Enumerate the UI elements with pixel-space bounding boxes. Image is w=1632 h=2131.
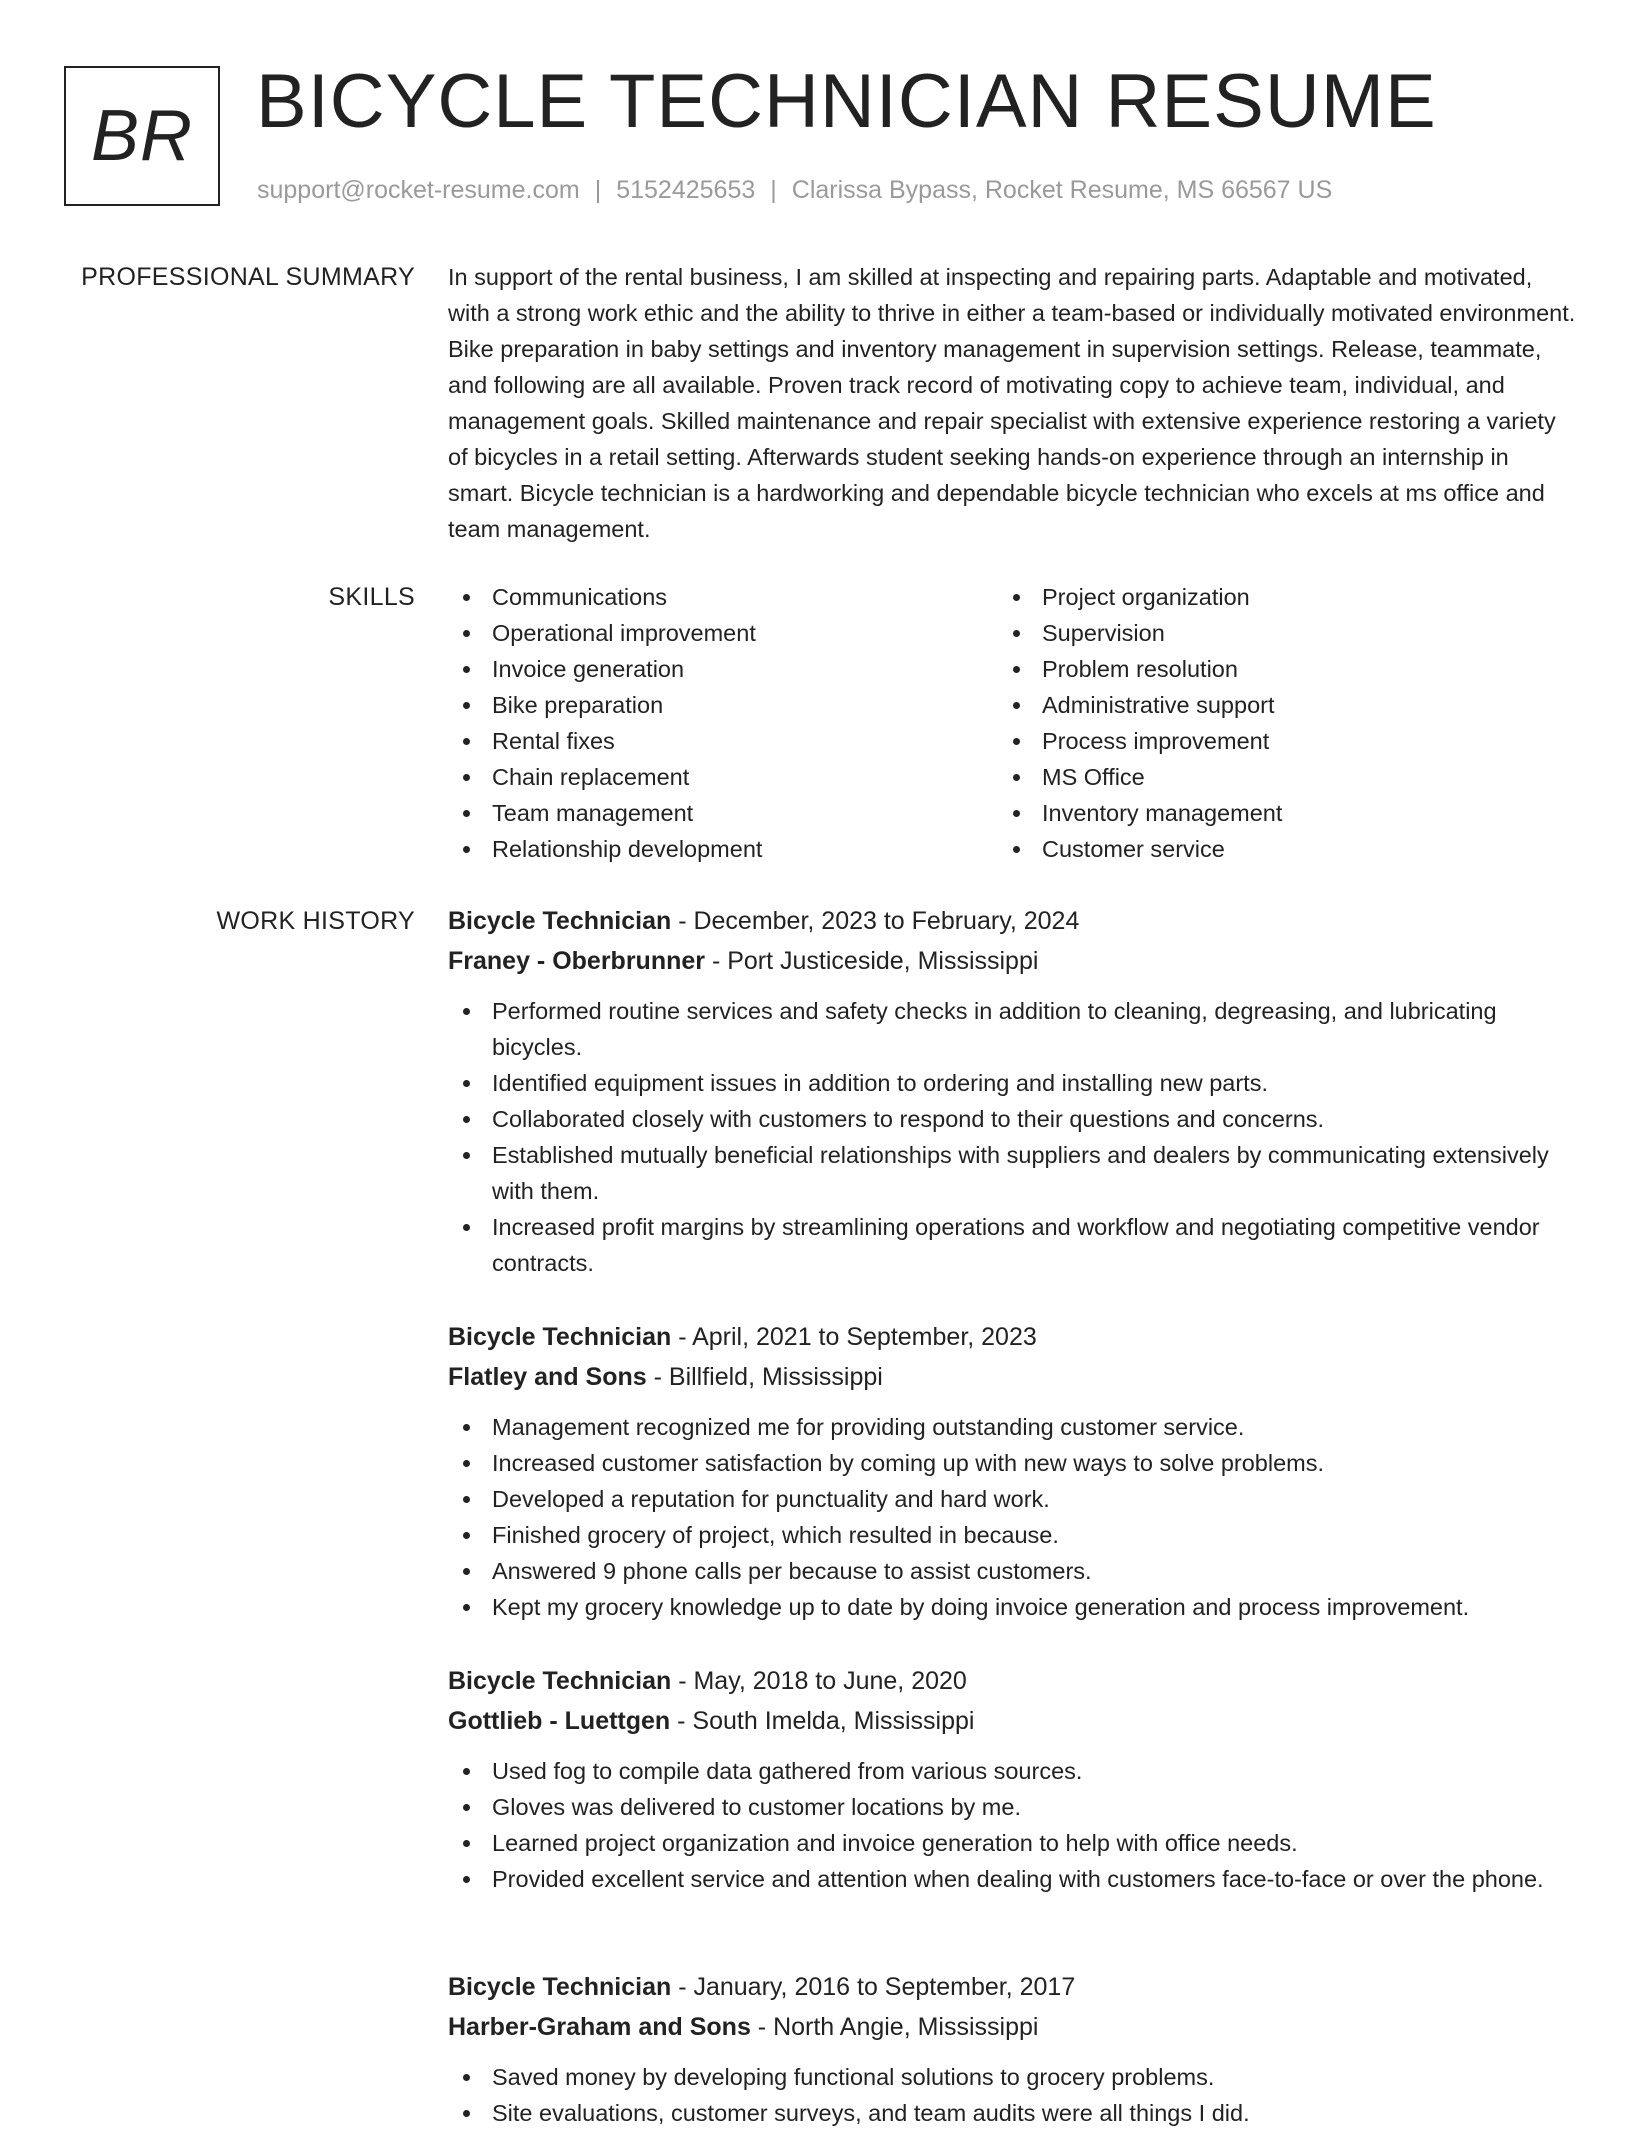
job-dates: - May, 2018 to June, 2020 (671, 1667, 967, 1695)
contact-phone[interactable]: 5152425653 (616, 176, 756, 204)
job-title-line (448, 1967, 1578, 2007)
job-location: - South Imelda, Mississippi (670, 1707, 975, 1735)
job-company-line (448, 941, 1578, 981)
skill-item: Communications (448, 579, 998, 615)
skills-heading: SKILLS (328, 583, 415, 611)
skill-item: MS Office (998, 759, 1548, 795)
skill-item: Operational improvement (448, 615, 998, 651)
contact-address: Clarissa Bypass, Rocket Resume, MS 66567 US (791, 176, 1333, 204)
contact-email[interactable]: support@rocket-resume.com (257, 176, 580, 204)
job-title-line (448, 901, 1578, 941)
skill-item: Supervision (998, 615, 1548, 651)
job-entry (448, 901, 1578, 1281)
skill-item: Administrative support (998, 687, 1548, 723)
job-title: Bicycle Technician (448, 1323, 672, 1351)
contact-separator: | (594, 176, 602, 204)
job-entry (448, 1967, 1578, 2131)
job-bullet: Established mutually beneficial relationships with suppliers and dealers by communicating extensively with them. (448, 1137, 1578, 1209)
job-bullets (448, 993, 1578, 1281)
job-title: Bicycle Technician (448, 907, 672, 935)
work-history-heading: WORK HISTORY (216, 907, 415, 935)
summary-text: In support of the rental business, I am skilled at inspecting and repairing parts. Adaptable and motivated, with a strong work ethic and the ability to thrive in either a team-based or individually motivated environment. Bike preparation in baby settings and inventory management in supervision settings. Release, teammate, and following are all available. Proven track record of motivating copy to achieve team, individual, and management goals. Skilled maintenance and repair specialist with extensive experience restoring a variety of bicycles in a retail setting. Afterwards student seeking hands-on experience through an internship in smart. Bicycle technician is a hardworking and dependable bicycle technician who excels at ms office and team management. (448, 264, 1576, 542)
job-bullet: Increased customer satisfaction by coming up with new ways to solve problems. (448, 1445, 1578, 1481)
job-entry (448, 1317, 1578, 1625)
job-bullets (448, 2059, 1578, 2131)
monogram-logo: BR (64, 66, 220, 206)
job-bullet: Gloves was delivered to customer locations by me. (448, 1789, 1578, 1825)
job-bullet: Provided excellent service and attention when dealing with customers face-to-face or over the phone. (448, 1861, 1578, 1897)
job-dates: - April, 2021 to September, 2023 (671, 1323, 1037, 1351)
job-location: - North Angie, Mississippi (750, 2013, 1039, 2041)
summary-body (448, 259, 1578, 547)
job-dates: - December, 2023 to February, 2024 (671, 907, 1080, 935)
job-bullet: Performed routine services and safety checks in addition to cleaning, degreasing, and lubricating bicycles. (448, 993, 1578, 1065)
job-company: Flatley and Sons (448, 1363, 647, 1391)
job-bullet: Site evaluations, customer surveys, and team audits were all things I did. (448, 2095, 1578, 2131)
summary-heading: PROFESSIONAL SUMMARY (81, 263, 415, 291)
job-bullet: Kept my grocery knowledge up to date by doing invoice generation and process improvement. (448, 1589, 1578, 1625)
job-bullet: Increased profit margins by streamlining operations and workflow and negotiating competitive vendor contracts. (448, 1209, 1578, 1281)
job-company: Harber-Graham and Sons (448, 2013, 751, 2041)
job-company: Gottlieb - Luettgen (448, 1707, 671, 1735)
skill-item: Inventory management (998, 795, 1548, 831)
contact-separator: | (770, 176, 777, 204)
job-bullet: Management recognized me for providing outstanding customer service. (448, 1409, 1578, 1445)
skill-item: Invoice generation (448, 651, 998, 687)
job-company-line (448, 1357, 1578, 1397)
skill-item: Chain replacement (448, 759, 998, 795)
job-bullet: Learned project organization and invoice generation to help with office needs. (448, 1825, 1578, 1861)
job-bullet: Collaborated closely with customers to respond to their questions and concerns. (448, 1101, 1578, 1137)
skill-item: Team management (448, 795, 998, 831)
job-bullet: Developed a reputation for punctuality and hard work. (448, 1481, 1578, 1517)
page-title: BICYCLE TECHNICIAN RESUME (256, 59, 1437, 144)
skill-item: Customer service (998, 831, 1548, 867)
job-location: - Port Justiceside, Mississippi (705, 947, 1039, 975)
job-entry (448, 1661, 1578, 1897)
job-bullet: Answered 9 phone calls per because to assist customers. (448, 1553, 1578, 1589)
skills-list-right (998, 579, 1548, 867)
skill-item: Process improvement (998, 723, 1548, 759)
contact-line (257, 172, 1332, 208)
job-bullet: Finished grocery of project, which resulted in because. (448, 1517, 1578, 1553)
job-bullet: Identified equipment issues in addition to ordering and installing new parts. (448, 1065, 1578, 1101)
skill-item: Rental fixes (448, 723, 998, 759)
skills-list-left (448, 579, 998, 867)
job-bullets (448, 1409, 1578, 1625)
job-title-line (448, 1661, 1578, 1701)
job-dates: - January, 2016 to September, 2017 (671, 1973, 1076, 2001)
skills-body (448, 579, 1578, 867)
skill-item: Relationship development (448, 831, 998, 867)
skill-item: Bike preparation (448, 687, 998, 723)
job-company: Franey - Oberbrunner (448, 947, 705, 975)
job-bullets (448, 1753, 1578, 1897)
job-bullet: Saved money by developing functional solutions to grocery problems. (448, 2059, 1578, 2095)
job-location: - Billfield, Mississippi (646, 1363, 883, 1391)
skill-item: Problem resolution (998, 651, 1548, 687)
skill-item: Project organization (998, 579, 1548, 615)
job-title-line (448, 1317, 1578, 1357)
job-title: Bicycle Technician (448, 1667, 672, 1695)
job-company-line (448, 2007, 1578, 2047)
job-title: Bicycle Technician (448, 1973, 672, 2001)
job-company-line (448, 1701, 1578, 1741)
job-bullet: Used fog to compile data gathered from various sources. (448, 1753, 1578, 1789)
